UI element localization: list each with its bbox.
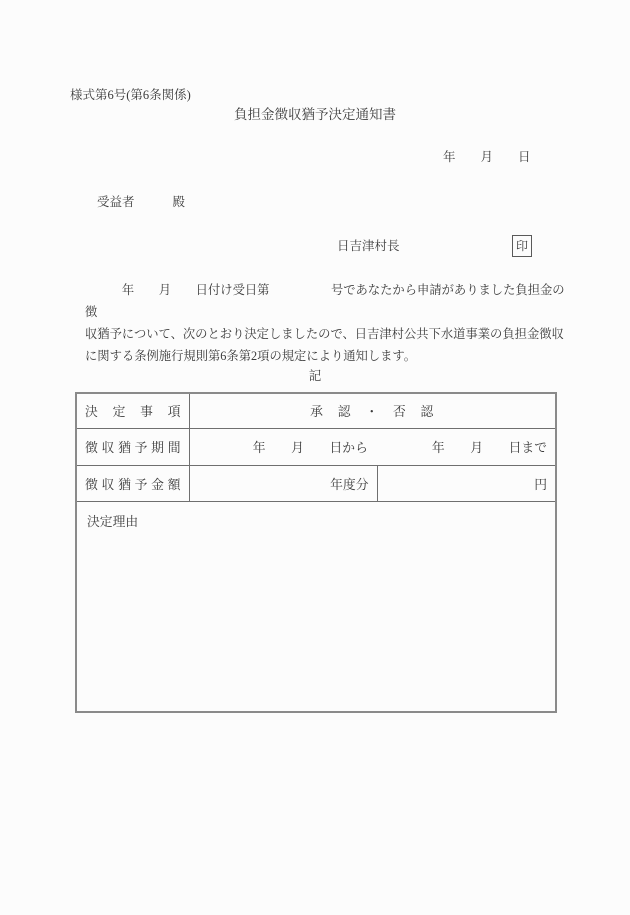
body-line: 年 月 日付け受日第 号であなたから申請がありました負担金の徴 xyxy=(85,283,565,319)
decision-reason-cell: 決定理由 xyxy=(76,501,556,712)
recipient-label: 受益者 xyxy=(97,195,135,209)
deferment-period-label: 徴収猶予期間 xyxy=(76,428,189,465)
body-line: 収猶予について、次のとおり決定しましたので、日吉津村公共下水道事業の負担金徴収 xyxy=(85,327,564,341)
deferment-period-value: 年 月 日から 年 月 日まで xyxy=(189,428,556,465)
decision-item-value: 承 認 ・ 否 認 xyxy=(189,393,556,428)
decision-item-label: 決定事項 xyxy=(76,393,189,428)
decision-table xyxy=(75,392,557,713)
table-row-decision xyxy=(76,393,556,428)
deferment-amount-fiscal-year: 年度分 xyxy=(189,465,377,501)
table-row-reason xyxy=(76,501,556,712)
document-title: 負担金徴収猶予決定通知書 xyxy=(234,107,396,122)
deferment-amount-label: 徴収猶予金額 xyxy=(76,465,189,501)
record-marker: 記 xyxy=(308,369,322,383)
table-row-period xyxy=(76,428,556,465)
seal-box xyxy=(512,235,532,257)
recipient-honorific: 殿 xyxy=(172,195,186,209)
form-number: 様式第6号(第6条関係) xyxy=(70,88,191,102)
table-row-amount xyxy=(76,465,556,501)
issuer-name: 日吉津村長 xyxy=(337,239,400,253)
seal-stamp-icon: 印 xyxy=(515,239,528,253)
date-line: 年 月 日 xyxy=(443,150,531,164)
body-paragraph xyxy=(85,279,567,367)
body-line: に関する条例施行規則第6条第2項の規定により通知します。 xyxy=(85,349,417,363)
deferment-amount-yen: 円 xyxy=(377,465,556,501)
recipient-line xyxy=(97,192,185,210)
